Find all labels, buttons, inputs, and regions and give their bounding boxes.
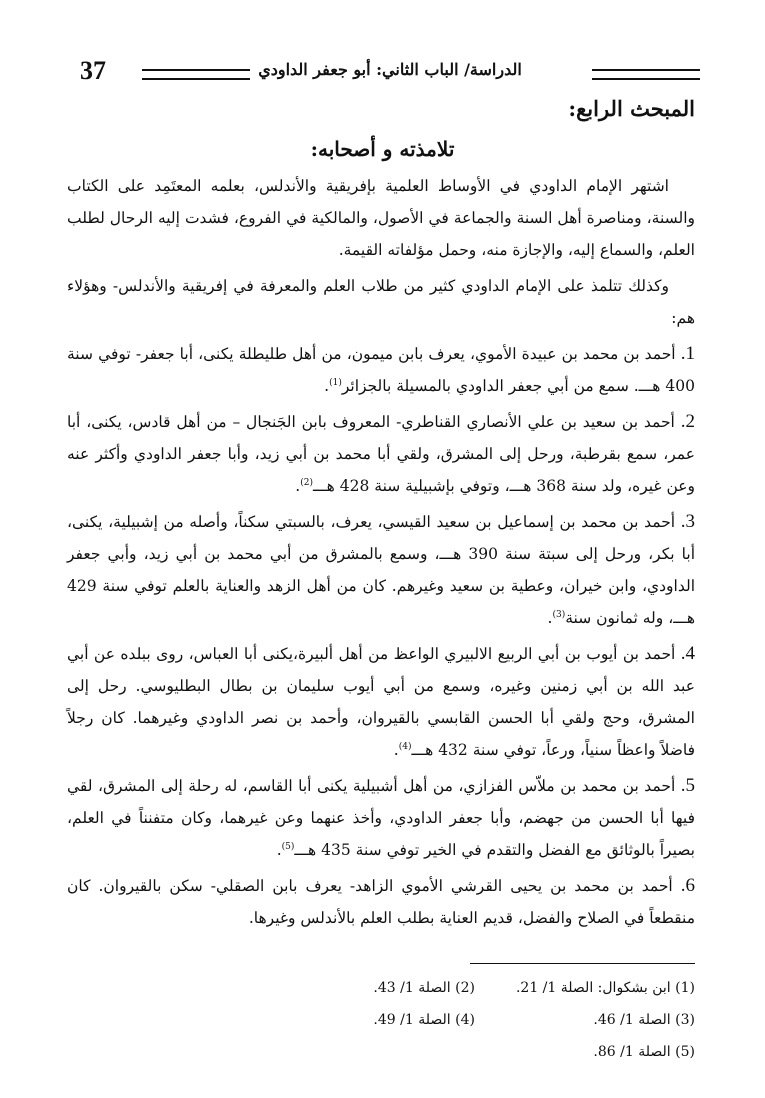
- entry-tail: .: [295, 477, 301, 495]
- entry-tail: .: [324, 377, 330, 395]
- entry-text: أحمد بن محمد بن إسماعيل بن سعيد القيسي، يعرف، بالسبتي سكناً، وأصله من إشبيلية، يكنى، أبا بكر، ورحل إلى سبتة سنة 390 هـــ، وسمع بالمشرق من أبي محمد بن أبي زيد، وأبي جعفر الداودي، وابن خيران، وعطية بن سعيد وغيرهم. كان من أهل الزهد والعناية بالعلم توفي سنة 429 هـــ، وله ثمانون سنة: [67, 513, 696, 627]
- page-number: 37: [80, 56, 106, 85]
- footnote-marker: (3): [552, 609, 566, 620]
- footnote-marker: (1): [329, 377, 342, 388]
- footnote: (5) الصلة 1/ 86.: [593, 1044, 695, 1060]
- intro-paragraph: وكذلك تتلمذ على الإمام الداودي كثير من طلاب العلم والمعرفة في إفريقية والأندلس- وهؤلاء هم:: [67, 277, 695, 327]
- entry-number: 5.: [680, 775, 695, 796]
- footnote-separator: [470, 963, 695, 964]
- footnotes: [235, 972, 695, 1068]
- footnote-row: [235, 1036, 695, 1068]
- body-text: [67, 170, 695, 938]
- entry-number: 3.: [680, 511, 695, 532]
- entry-number: 6.: [680, 875, 695, 896]
- entry-tail: .: [393, 741, 399, 759]
- student-entry: [67, 770, 695, 866]
- entry-text: أحمد بن أيوب بن أبي الربيع الالبيري الواعظ من أهل ألبيرة،يكنى أبا العباس، روى ببلده عن أبي عبد الله بن أبي زمنين وغيره، وسمع من أبي أيوب سليمان بن بطال البطليوسي. رحل إلى المشرق، وحج ولقي أبا الحسن القابسي بالقيروان، وأحمد بن نصر الداودي وغيرهما. كان رجلاً فاضلاً واعظاً سنياً، ورعاً، توفي سنة 432 هـــ: [67, 645, 695, 759]
- footnote: (2) الصلة 1/ 43.: [373, 980, 475, 996]
- entry-text: أحمد بن محمد بن عبيدة الأموي، يعرف بابن ميمون، من أهل طليطلة يكنى، أبا جعفر- توفي سنة 400 هـــ. سمع من أبي جعفر الداودي بالمسيلة بالجزائر: [67, 345, 695, 395]
- entry-text: أحمد بن محمد بن ملاّس الفزازي، من أهل أشبيلية يكنى أبا القاسم، له رحلة إلى المشرق، لقي فيها أبا الحسن من جهضم، وأبا جعفر الداودي، وأخذ عنهما وعن غيرهما، وكان متفنناً في العلم، بصيراً بالوثائق مع الفضل والتقدم في الخير توفي سنة 435 هـــ: [67, 777, 695, 859]
- footnote: (1) ابن بشكوال: الصلة 1/ 21.: [515, 980, 695, 996]
- footnote-row: [235, 972, 695, 1004]
- student-entry: [67, 506, 695, 634]
- entry-number: 4.: [680, 643, 695, 664]
- entry-number: 1.: [680, 343, 695, 364]
- footnote-marker: (4): [398, 741, 412, 752]
- footnote: (3) الصلة 1/ 46.: [593, 1012, 695, 1028]
- footnote-marker: (5): [281, 841, 295, 852]
- subsection-heading: تلامذته و أصحابه:: [310, 137, 455, 161]
- student-entry: [67, 870, 695, 934]
- entry-number: 2.: [680, 411, 695, 432]
- section-heading: المبحث الرابع:: [568, 96, 695, 121]
- running-title: الدراسة/ الباب الثاني: أبو جعفر الداودي: [258, 60, 522, 79]
- entry-tail: .: [547, 609, 553, 627]
- running-header: [80, 56, 700, 90]
- entry-tail: .: [276, 841, 282, 859]
- footnote-row: [235, 1004, 695, 1036]
- footnote-marker: (2): [300, 477, 313, 488]
- footnote: (4) الصلة 1/ 49.: [373, 1012, 475, 1028]
- student-entry: [67, 406, 695, 502]
- student-entry: [67, 638, 695, 766]
- header-rule-right: [592, 69, 700, 80]
- entry-text: أحمد بن محمد بن يحيى القرشي الأموي الزاهد- يعرف بابن الصقلي- سكن بالقيروان. كان منقطعاً في الصلاح والفضل، قديم العناية بطلب العلم بالأندلس وغيرها.: [67, 877, 695, 927]
- intro-paragraph: اشتهر الإمام الداودي في الأوساط العلمية بإفريقية والأندلس، بعلمه المعتَمِد على الكتاب والسنة، ومناصرة أهل السنة والجماعة في الأصول، والمالكية في الفروع، فشدت إليه الرحال لطلب العلم، والسماع إليه، والإجازة منه، وحمل مؤلفاته القيمة.: [67, 177, 695, 259]
- student-entry: [67, 338, 695, 402]
- entry-text: أحمد بن سعيد بن علي الأنصاري القناطري- المعروف بابن الجَنجال – من أهل قادس، يكنى، أبا عمر، سمع بقرطبة، ورحل إلى المشرق، ولقي أبا محمد بن أبي زيد، وأبا جعفر الداودي وأكثر عنه وعن غيره، ولد سنة 368 هـــ، وتوفي بإشبيلية سنة 428 هـــ: [67, 413, 695, 495]
